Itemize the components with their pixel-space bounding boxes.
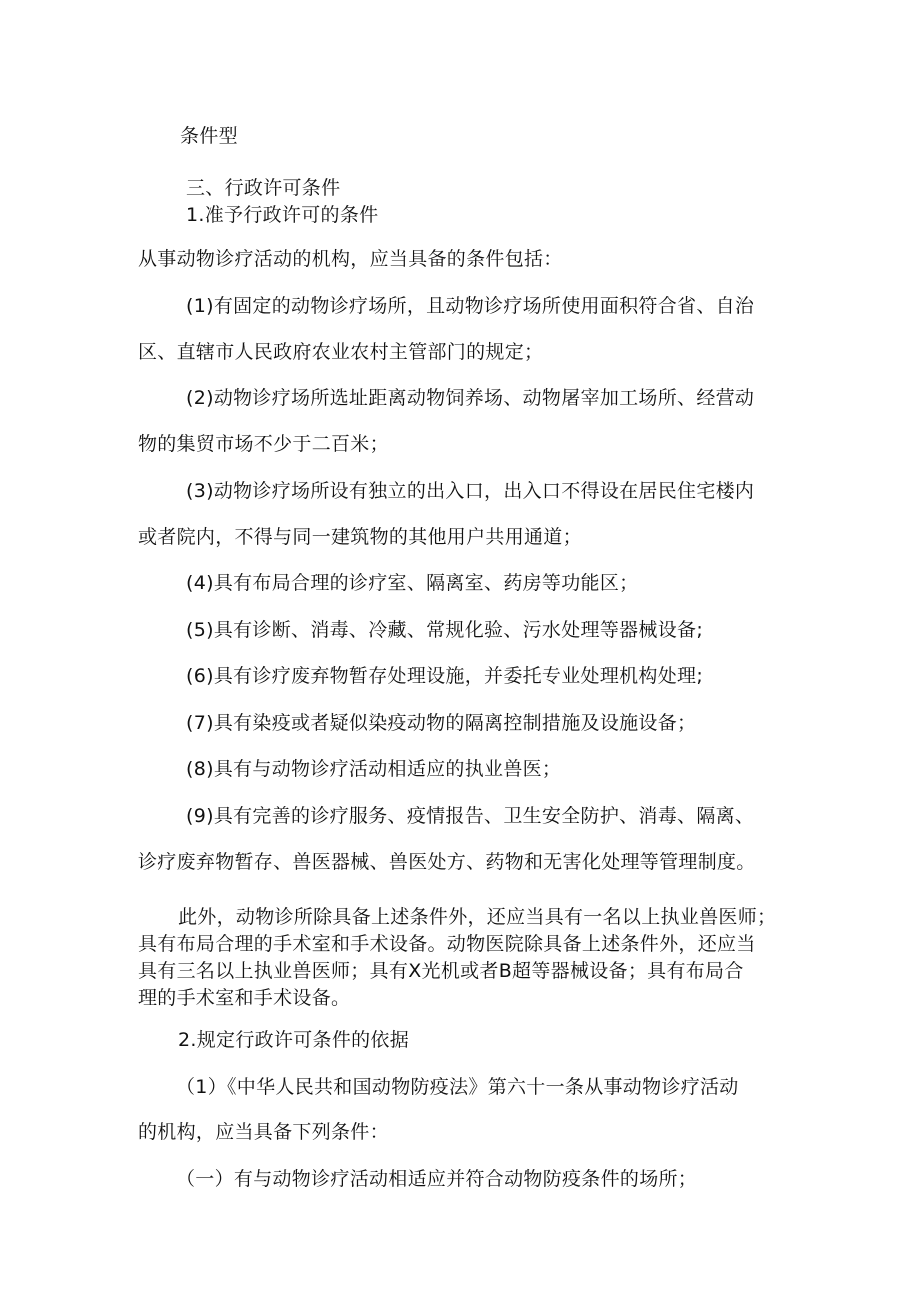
item-1-line-2: 区、直辖市人民政府农业农村主管部门的规定； xyxy=(138,341,544,363)
item-7: (7)具有染疫或者疑似染疫动物的隔离控制措施及设施设备； xyxy=(186,712,697,734)
item-3-line-1: (3)动物诊疗场所设有独立的出入口，出入口不得设在居民住宅楼内 xyxy=(186,480,755,502)
section-heading-3: 三、行政许可条件 xyxy=(186,177,341,199)
item-2-line-2: 物的集贸市场不少于二百米； xyxy=(138,433,389,455)
paragraph-intro: 从事动物诊疗活动的机构，应当具备的条件包括： xyxy=(138,248,563,270)
item-2-line-1: (2)动物诊疗场所选址距离动物饲养场、动物屠宰加工场所、经营动 xyxy=(186,387,755,409)
law-basis-line-1: （1）《中华人民共和国动物防疫法》第六十一条从事动物诊疗活动 xyxy=(176,1076,739,1098)
additional-line-4: 理的手术室和手术设备。 xyxy=(138,987,351,1009)
item-5: (5)具有诊断、消毒、冷藏、常规化验、污水处理等器械设备; xyxy=(186,619,704,641)
item-9-line-2: 诊疗废弃物暂存、兽医器械、兽医处方、药物和无害化处理等管理制度。 xyxy=(138,851,756,873)
heading-condition-type: 条件型 xyxy=(180,125,238,147)
additional-line-3: 具有三名以上执业兽医师；具有X光机或者B超等器械设备；具有布局合 xyxy=(138,960,744,982)
additional-line-1: 此外，动物诊所除具备上述条件外，还应当具有一名以上执业兽医师； xyxy=(178,906,777,928)
subheading-1: 1.准予行政许可的条件 xyxy=(186,204,379,226)
law-basis-line-2: 的机构，应当具备下列条件： xyxy=(138,1121,389,1143)
item-3-line-2: 或者院内，不得与同一建筑物的其他用户共用通道； xyxy=(138,526,582,548)
item-4: (4)具有布局合理的诊疗室、隔离室、药房等功能区； xyxy=(186,572,639,594)
law-condition-1: （一）有与动物诊疗活动相适应并符合动物防疫条件的场所； xyxy=(176,1168,698,1190)
additional-line-2: 具有布局合理的手术室和手术设备。动物医院除具备上述条件外，还应当 xyxy=(138,933,756,955)
subheading-2: 2.规定行政许可条件的依据 xyxy=(178,1029,410,1051)
item-1-line-1: (1)有固定的动物诊疗场所，且动物诊疗场所使用面积符合省、自治 xyxy=(186,295,755,317)
item-8: (8)具有与动物诊疗活动相适应的执业兽医； xyxy=(186,758,562,780)
item-6: (6)具有诊疗废弃物暂存处理设施，并委托专业处理机构处理; xyxy=(186,665,704,687)
item-9-line-1: (9)具有完善的诊疗服务、疫情报告、卫生安全防护、消毒、隔离、 xyxy=(186,805,755,827)
